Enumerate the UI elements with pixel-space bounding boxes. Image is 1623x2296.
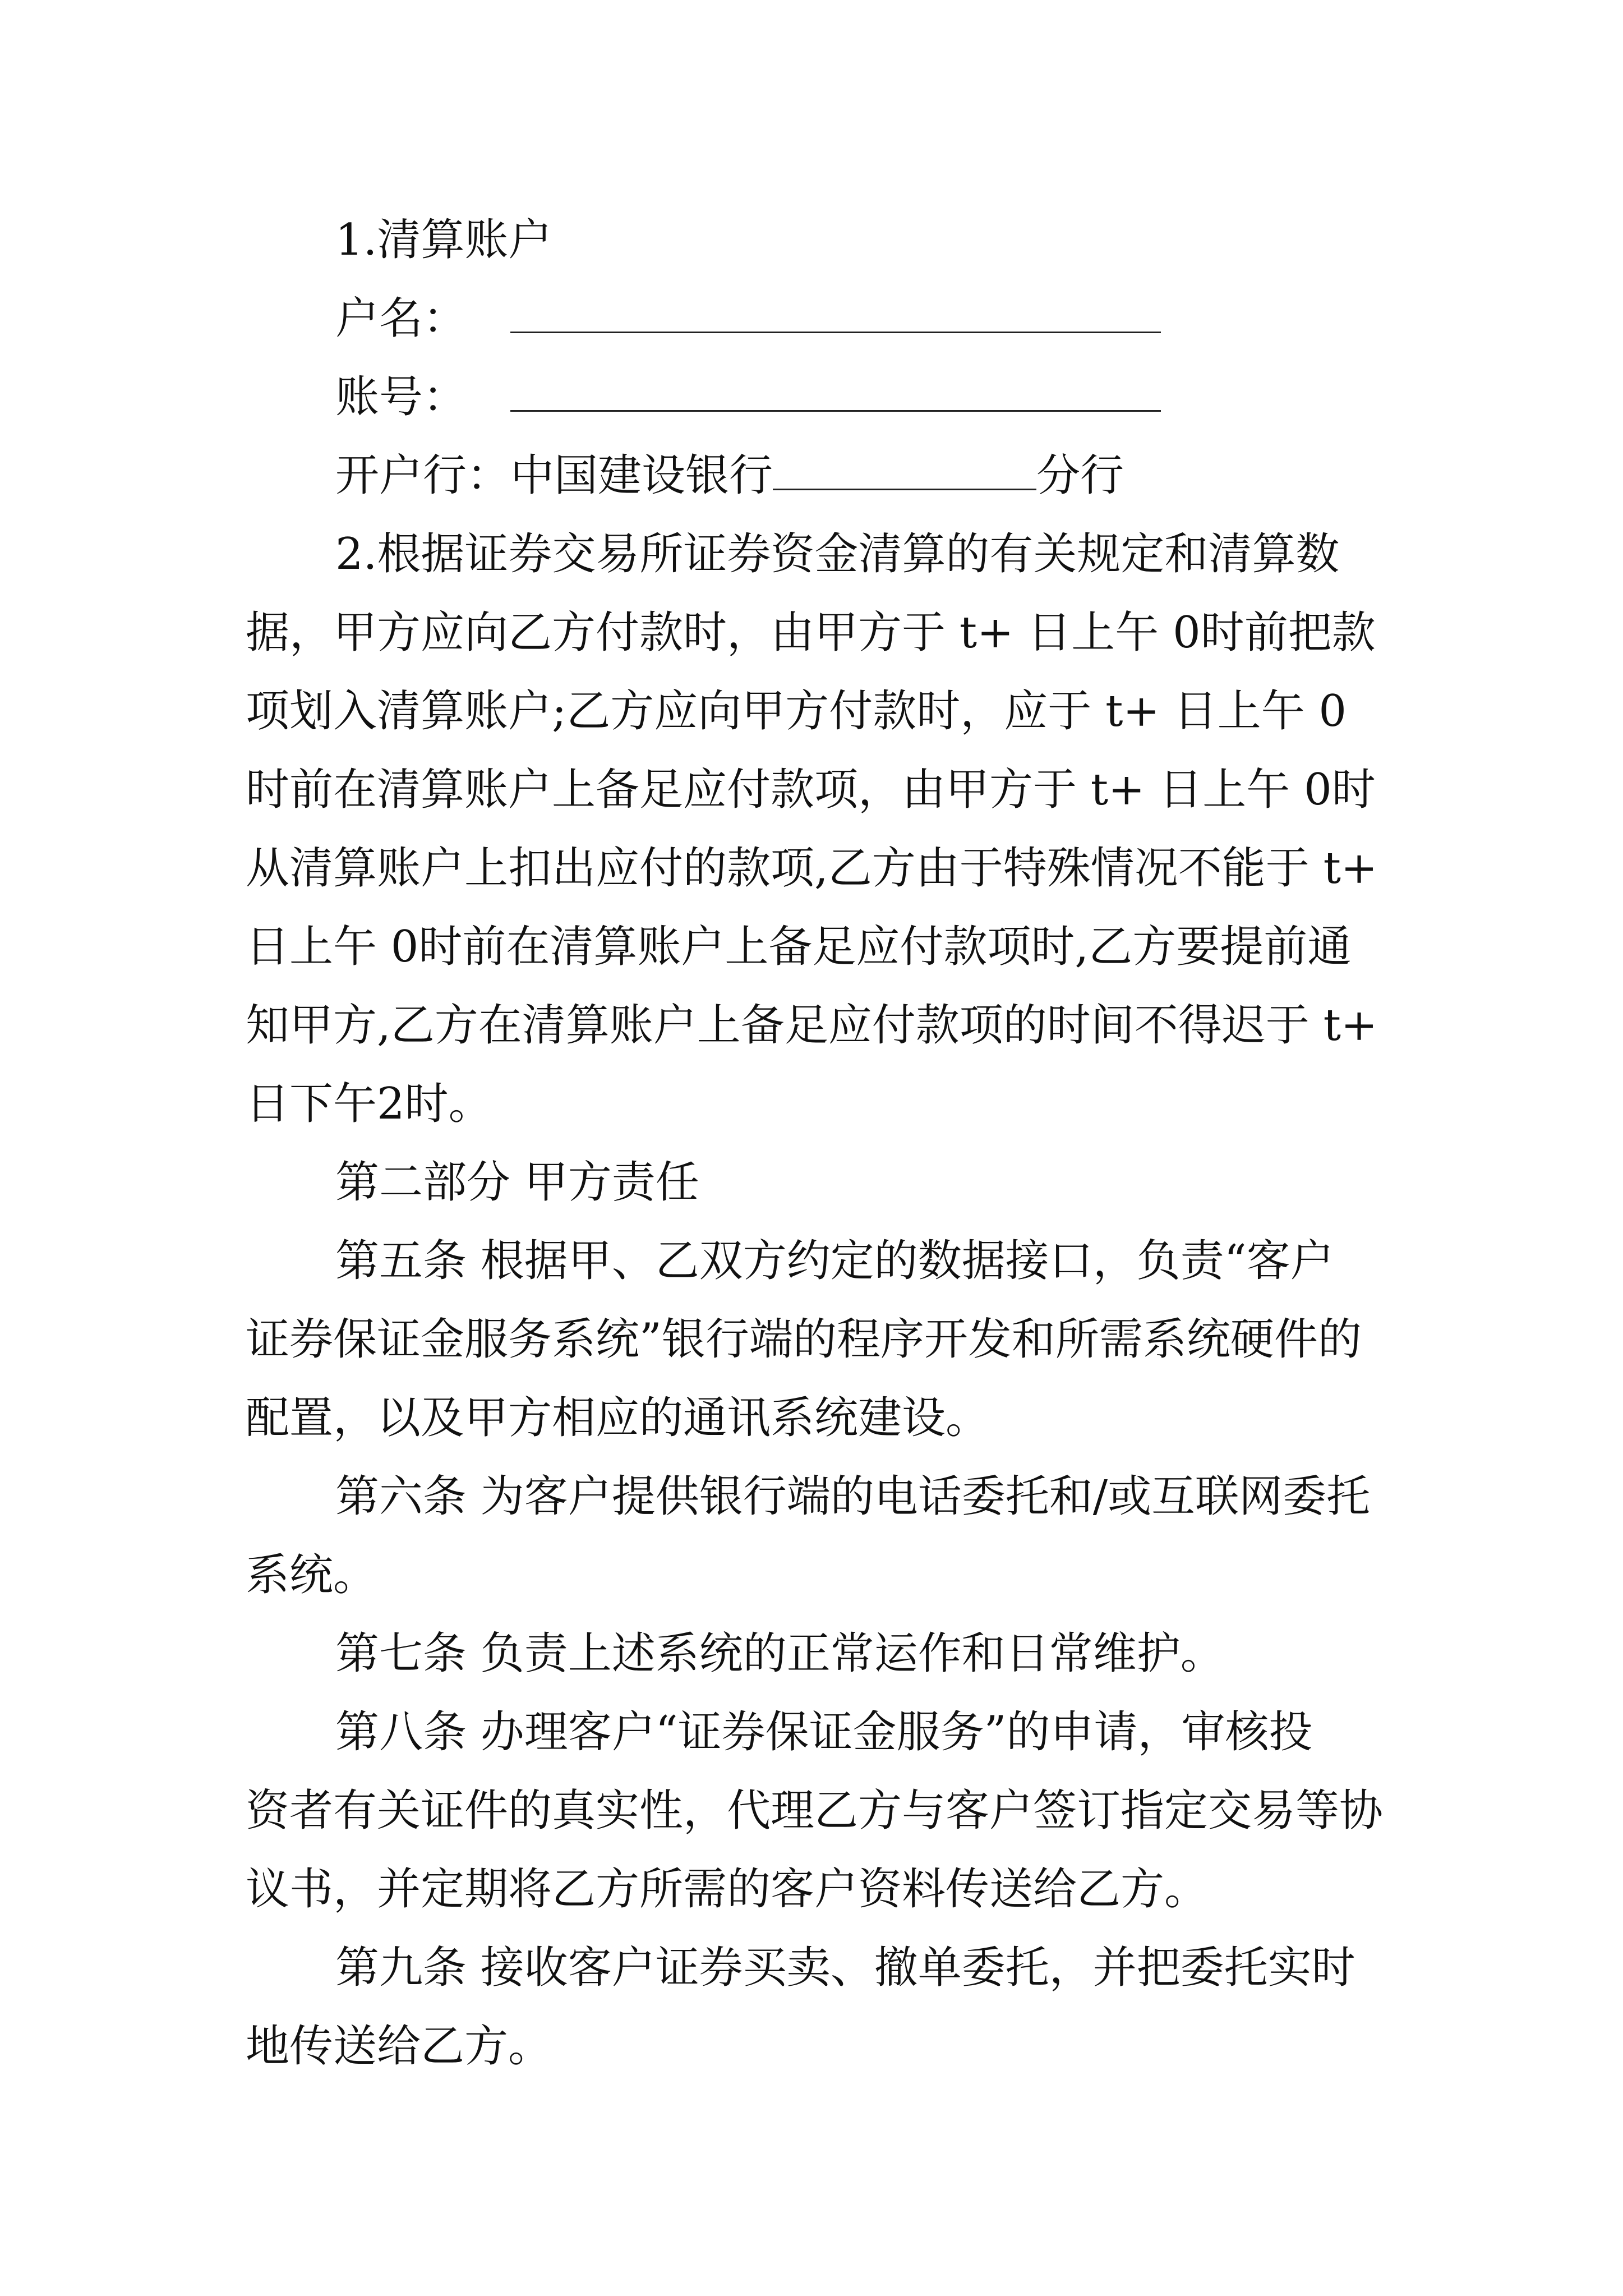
paragraph-line: 2.根据证券交易所证券资金清算的有关规定和清算数	[335, 529, 1340, 579]
paragraph-line: 知甲方,乙方在清算账户上备足应付款项的时间不得迟于 t+	[246, 1000, 1378, 1051]
paragraph-line: 配置，以及甲方相应的通讯系统建设。	[246, 1393, 990, 1443]
paragraph-line: 项划入清算账户;乙方应向甲方付款时，应于 t+ 日上午 0	[246, 686, 1347, 737]
bank-label: 开户行：中国建设银行	[335, 450, 773, 501]
paragraph-line: 第六条 为客户提供银行端的电话委托和/或互联网委托	[335, 1471, 1371, 1522]
account-number-row	[335, 369, 1161, 425]
paragraph-line: 资者有关证件的真实性，代理乙方与客户签订指定交易等协	[246, 1786, 1384, 1836]
paragraph-line: 日上午 0时前在清算账户上备足应付款项时,乙方要提前通	[246, 922, 1352, 972]
account-name-label: 户名：	[335, 293, 467, 344]
account-number-label: 账号：	[335, 372, 467, 422]
paragraph-line: 系统。	[246, 1550, 377, 1600]
paragraph-line: 日下午2时。	[246, 1079, 492, 1129]
bank-branch-suffix: 分行	[1036, 450, 1124, 501]
paragraph-line: 时前在清算账户上备足应付款项，由甲方于 t+ 日上午 0时	[246, 765, 1376, 815]
section-heading: 第二部分 甲方责任	[335, 1157, 699, 1208]
paragraph-line: 地传送给乙方。	[246, 2021, 552, 2072]
paragraph-line: 第五条 根据甲、乙双方约定的数据接口，负责“客户	[335, 1236, 1334, 1286]
paragraph-line: 议书，并定期将乙方所需的客户资料传送给乙方。	[246, 1864, 1209, 1915]
paragraph-line: 第七条 负责上述系统的正常运作和日常维护。	[335, 1628, 1224, 1679]
account-name-row	[335, 291, 1161, 347]
paragraph-line: 从清算账户上扣出应付的款项,乙方由于特殊情况不能于 t+	[246, 843, 1378, 894]
bank-row	[335, 448, 1124, 504]
clearing-account-heading: 1.清算账户	[335, 215, 552, 265]
paragraph-line: 第八条 办理客户“证券保证金服务”的申请，审核投	[335, 1707, 1313, 1757]
account-name-blank	[510, 292, 1161, 333]
paragraph-line: 第九条 接收客户证券买卖、撤单委托，并把委托实时	[335, 1943, 1355, 1993]
paragraph-line: 证券保证金服务系统”银行端的程序开发和所需系统硬件的	[246, 1314, 1362, 1365]
account-number-blank	[510, 371, 1161, 412]
bank-branch-blank	[773, 449, 1036, 490]
paragraph-line: 据，甲方应向乙方付款时，由甲方于 t+ 日上午 0时前把款	[246, 608, 1376, 658]
